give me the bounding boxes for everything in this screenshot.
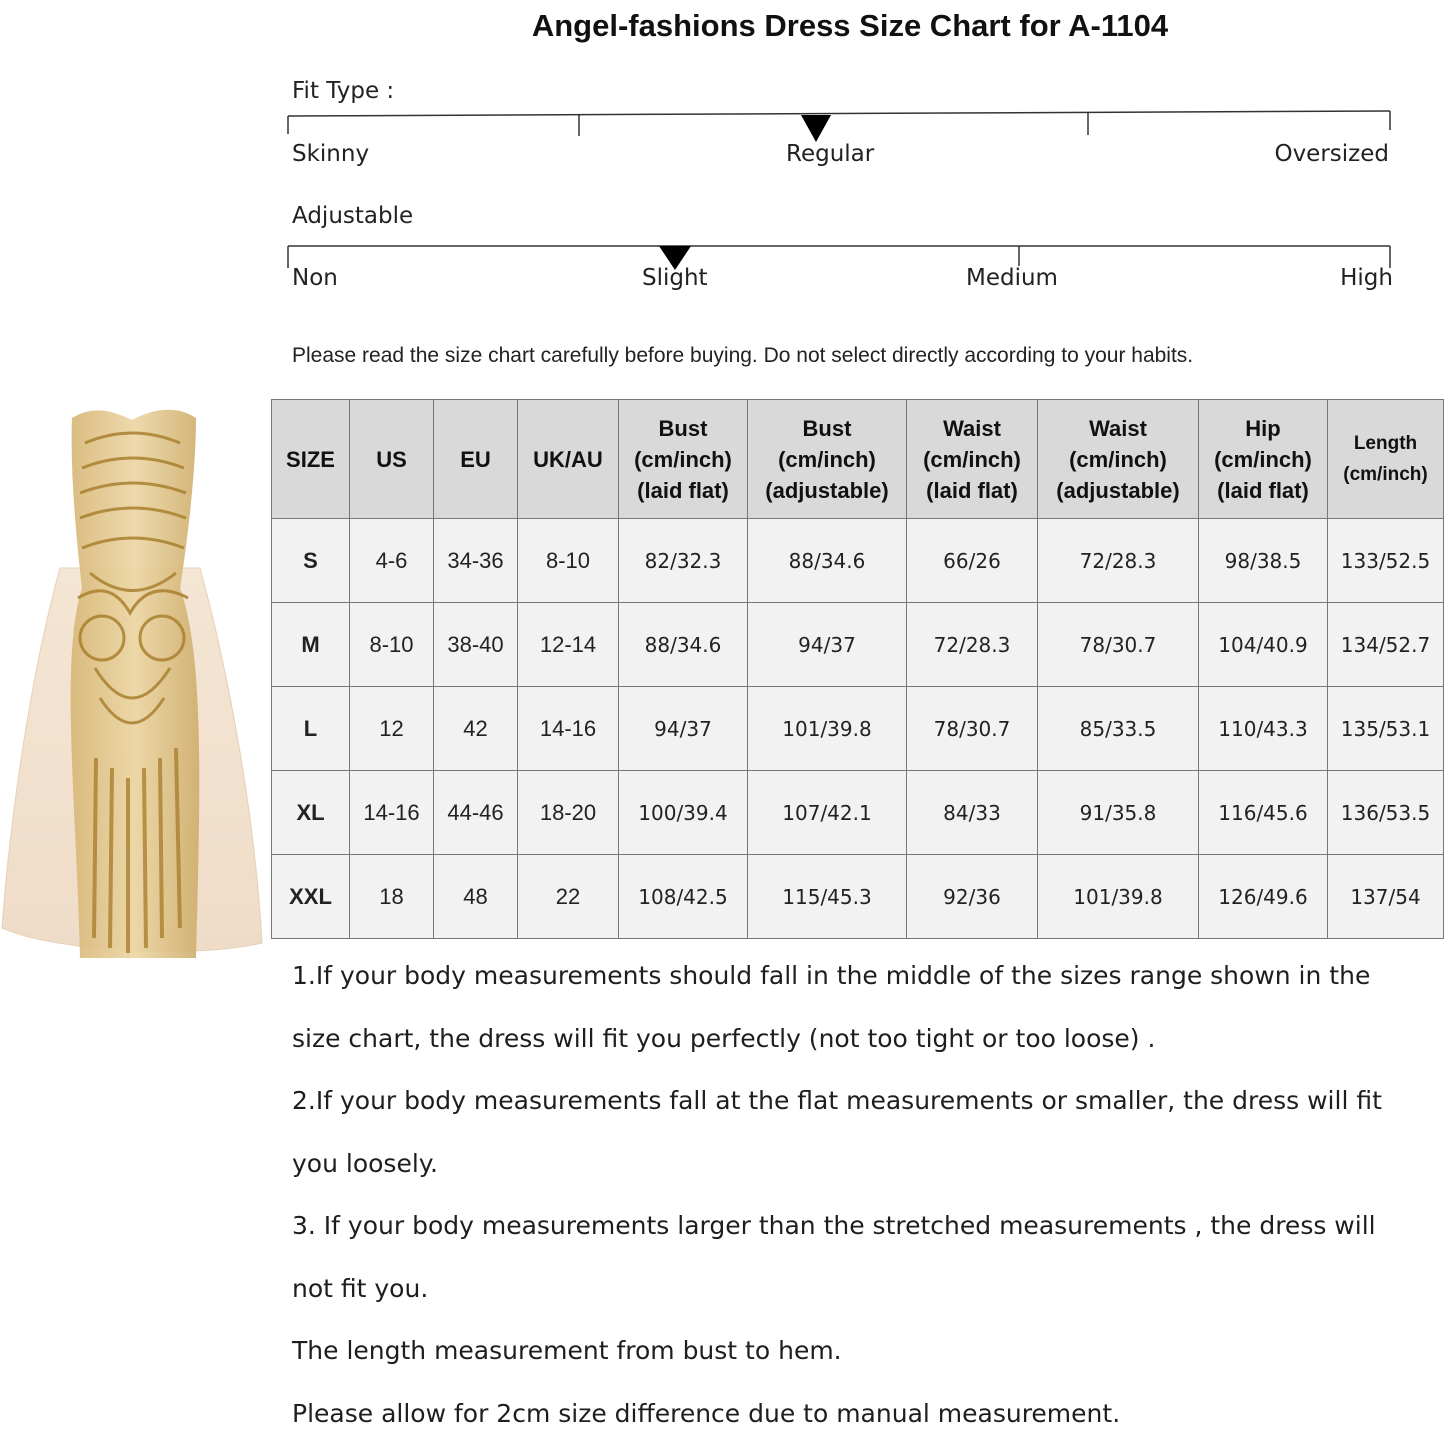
cell-length: 135/53.1 [1328,687,1444,771]
fit-type-marker-icon [801,115,831,142]
note-2: 2.If your body measurements fall at the flat measurements or smaller, the dress will fit you loosely. [292,1070,1412,1195]
note-1: 1.If your body measurements should fall in the middle of the sizes range shown in the size chart, the dress will fit you perfectly (not too tight or too loose) . [292,945,1412,1070]
cell-size: XXL [272,855,350,939]
header-bust-adjustable: Bust (cm/inch) (adjustable) [748,400,907,519]
cell-hip-flat: 98/38.5 [1199,519,1328,603]
header-us: US [350,400,434,519]
cell-eu: 34-36 [434,519,518,603]
cell-us: 4-6 [350,519,434,603]
adjust-option-non: Non [292,265,338,291]
cell-bust-flat: 108/42.5 [619,855,748,939]
cell-us: 8-10 [350,603,434,687]
header-size: SIZE [272,400,350,519]
cell-eu: 48 [434,855,518,939]
cell-bust-flat: 94/37 [619,687,748,771]
cell-bust-adjustable: 101/39.8 [748,687,907,771]
note-length: The length measurement from bust to hem. [292,1320,1412,1383]
cell-uk-au: 14-16 [518,687,619,771]
cell-waist-adjustable: 72/28.3 [1038,519,1199,603]
cell-us: 12 [350,687,434,771]
table-row [272,855,1444,939]
cell-bust-adjustable: 115/45.3 [748,855,907,939]
cell-eu: 38-40 [434,603,518,687]
fit-option-skinny: Skinny [292,141,369,167]
table-row [272,771,1444,855]
header-hip-flat: Hip (cm/inch) (laid flat) [1199,400,1328,519]
fit-type-label: Fit Type : [292,78,394,104]
cell-bust-flat: 100/39.4 [619,771,748,855]
cell-size: M [272,603,350,687]
adjust-option-high: High [1340,265,1393,291]
note-tolerance: Please allow for 2cm size difference due to manual measurement. [292,1383,1412,1445]
fit-type-scale [288,111,1390,142]
cell-hip-flat: 110/43.3 [1199,687,1328,771]
header-bust-flat: Bust (cm/inch) (laid flat) [619,400,748,519]
cell-size: L [272,687,350,771]
cell-waist-adjustable: 91/35.8 [1038,771,1199,855]
notice-text: Please read the size chart carefully before buying. Do not select directly according to your habits. [292,344,1193,368]
header-eu: EU [434,400,518,519]
cell-bust-flat: 82/32.3 [619,519,748,603]
header-length: Length (cm/inch) [1328,400,1444,519]
table-row [272,603,1444,687]
header-uk-au: UK/AU [518,400,619,519]
cell-size: XL [272,771,350,855]
table-row [272,687,1444,771]
cell-uk-au: 22 [518,855,619,939]
header-waist-flat: Waist (cm/inch) (laid flat) [907,400,1038,519]
cell-hip-flat: 126/49.6 [1199,855,1328,939]
chart-title: Angel-fashions Dress Size Chart for A-1104 [250,8,1445,44]
cell-hip-flat: 104/40.9 [1199,603,1328,687]
adjust-option-slight: Slight [642,265,708,291]
cell-us: 18 [350,855,434,939]
adjust-option-medium: Medium [966,265,1058,291]
adjustable-label: Adjustable [292,203,413,229]
cell-bust-flat: 88/34.6 [619,603,748,687]
cell-waist-adjustable: 85/33.5 [1038,687,1199,771]
cell-waist-flat: 66/26 [907,519,1038,603]
cell-bust-adjustable: 88/34.6 [748,519,907,603]
cell-eu: 44-46 [434,771,518,855]
cell-waist-flat: 92/36 [907,855,1038,939]
cell-waist-flat: 72/28.3 [907,603,1038,687]
table-header-row [272,400,1444,519]
header-waist-adjustable: Waist (cm/inch) (adjustable) [1038,400,1199,519]
cell-uk-au: 8-10 [518,519,619,603]
cell-length: 133/52.5 [1328,519,1444,603]
fit-option-regular: Regular [786,141,874,167]
table-row [272,519,1444,603]
size-table [271,399,1444,939]
cell-length: 136/53.5 [1328,771,1444,855]
cell-bust-adjustable: 94/37 [748,603,907,687]
fit-scales [0,0,1445,320]
cell-uk-au: 18-20 [518,771,619,855]
cell-hip-flat: 116/45.6 [1199,771,1328,855]
dress-image [0,398,266,964]
cell-bust-adjustable: 107/42.1 [748,771,907,855]
cell-size: S [272,519,350,603]
cell-waist-flat: 78/30.7 [907,687,1038,771]
cell-waist-adjustable: 101/39.8 [1038,855,1199,939]
adjustable-scale [288,246,1390,270]
note-3: 3. If your body measurements larger than the stretched measurements , the dress will not fit you. [292,1195,1412,1320]
cell-length: 134/52.7 [1328,603,1444,687]
cell-waist-adjustable: 78/30.7 [1038,603,1199,687]
cell-waist-flat: 84/33 [907,771,1038,855]
cell-eu: 42 [434,687,518,771]
fit-option-oversized: Oversized [1274,141,1389,167]
notes [292,945,1412,1445]
cell-us: 14-16 [350,771,434,855]
cell-uk-au: 12-14 [518,603,619,687]
cell-length: 137/54 [1328,855,1444,939]
